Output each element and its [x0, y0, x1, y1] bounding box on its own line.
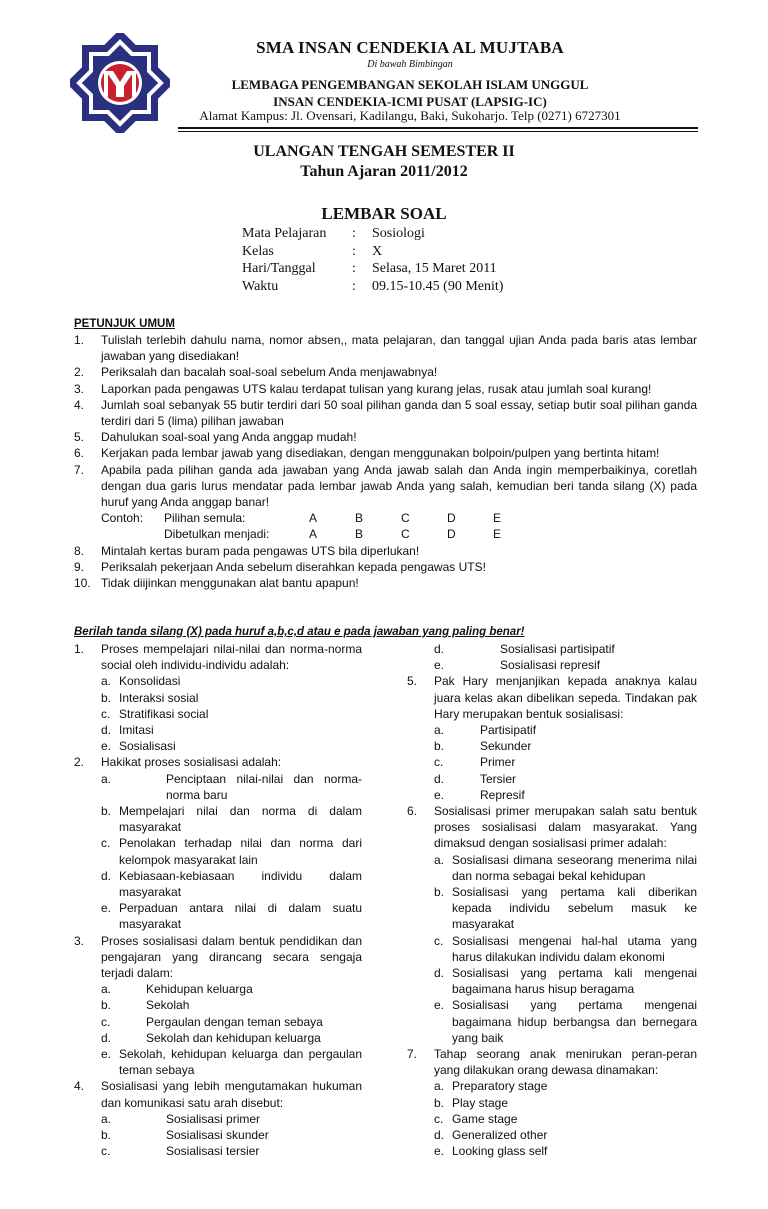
answer-option [407, 1078, 697, 1094]
answer-option [74, 1127, 362, 1143]
question-text: Hakikat proses sosialisasi adalah: [101, 755, 282, 770]
example-original-label: Pilihan semula: [164, 511, 246, 526]
option-text: Kebiasaan-kebiasaan individu dalam masyarakat [119, 868, 362, 900]
option-letter: e. [434, 1144, 445, 1159]
school-name: SMA INSAN CENDEKIA AL MUJTABA [256, 38, 564, 57]
option-text: Tersier [480, 771, 517, 786]
question-number: 2. [74, 755, 85, 770]
item-text: Tidak diijinkan menggunakan alat bantu apapun! [101, 576, 359, 591]
example-letter: D [447, 527, 456, 542]
item-number: 8. [74, 543, 85, 558]
item-text: Jumlah soal sebanyak 55 butir terdiri dari 50 soal pilihan ganda dan 5 soal essay, setiap butir soal pilihan ganda terdiri dari 5 (lima) pilihan jawaban [101, 397, 697, 429]
option-text: Pergaulan dengan teman sebaya [146, 1014, 323, 1029]
example-corrected-label: Dibetulkan menjadi: [164, 527, 270, 542]
option-text: Stratifikasi social [119, 706, 209, 721]
item-text: Tulislah terlebih dahulu nama, nomor absen,, mata pelajaran, dan tanggal ujian Anda pada baris atas lembar jawaban yang disediakan! [101, 333, 697, 364]
option-text: Looking glass self [452, 1144, 548, 1159]
option-text: Sekolah dan kehidupan keluarga [146, 1030, 321, 1045]
option-text: Mempelajari nilai dan norma di dalam masyarakat [119, 804, 362, 835]
answer-option [407, 852, 697, 884]
info-row-subject [242, 226, 503, 244]
school-logo [70, 33, 170, 133]
option-letter: c. [101, 836, 111, 851]
option-letter: a. [101, 1111, 112, 1126]
answer-option [74, 803, 362, 835]
option-text: Sosialisasi tersier [166, 1144, 260, 1159]
exam-info [242, 226, 503, 296]
example-letter: D [447, 511, 456, 526]
option-letter: e. [434, 998, 445, 1013]
example-letter: C [401, 511, 410, 526]
answer-option [74, 706, 362, 722]
option-text: Sosialisasi dimana seseorang menerima nilai dan norma sebagai bekal kehidupan [452, 852, 697, 883]
item-text: Mintalah kertas buram pada pengawas UTS bila diperlukan! [101, 543, 420, 558]
option-text: Sekolah, kehidupan keluarga dan pergaulan teman sebaya [119, 1047, 362, 1078]
item-number: 1. [74, 333, 85, 347]
option-letter: b. [101, 1128, 112, 1143]
option-text: Sosialisasi represif [500, 658, 601, 673]
example-letter: A [309, 527, 318, 542]
question [407, 803, 697, 852]
list-item [74, 462, 697, 511]
answer-option [407, 1143, 697, 1159]
option-letter: d. [434, 966, 445, 981]
option-letter: c. [101, 1144, 111, 1159]
answer-option [74, 690, 362, 706]
answer-option [74, 722, 362, 738]
option-letter: b. [101, 998, 112, 1013]
info-row-time [242, 279, 503, 297]
info-separator: : [352, 226, 356, 241]
item-number: 2. [74, 365, 85, 380]
option-text: Sosialisasi yang pertama mengenai bagaimana hidup berbangsa dan bernegara yang baik [452, 998, 697, 1045]
option-letter: c. [434, 933, 444, 948]
answer-option [407, 738, 697, 754]
info-separator: : [352, 261, 356, 276]
option-text: Sosialisasi yang pertama kali mengenai bagaimana harus hisup beragama [452, 966, 697, 997]
item-text: Kerjakan pada lembar jawab yang disediakan, dengan menggunakan bolpoin/pulpen yang bertinta hitam! [101, 446, 660, 461]
answer-option [407, 1111, 697, 1127]
answer-option [74, 1046, 362, 1078]
item-number: 10. [74, 576, 91, 591]
option-letter: e. [101, 1047, 112, 1062]
question-number: 1. [74, 642, 85, 656]
option-text: Penolakan terhadap nilai dan norma dari kelompok masyarakat lain [119, 836, 362, 867]
option-text: Sekolah [146, 998, 190, 1013]
option-letter: d. [101, 1030, 112, 1045]
example-letter: B [355, 511, 364, 526]
info-value: X [372, 243, 383, 259]
option-letter: e. [101, 901, 112, 916]
info-separator: : [352, 243, 356, 259]
option-letter: a. [101, 674, 112, 689]
item-number: 6. [74, 446, 85, 461]
option-text: Penciptaan nilai-nilai dan norma-norma baru [166, 771, 362, 802]
example-row-original [74, 510, 697, 526]
option-letter: a. [434, 1079, 445, 1094]
multiple-choice-instruction: Berilah tanda silang (X) pada huruf a,b,c,d atau e pada jawaban yang paling benar! [74, 626, 525, 638]
info-label: Hari/Tanggal [242, 261, 316, 276]
exam-title: ULANGAN TENGAH SEMESTER II [253, 143, 515, 160]
answer-option [407, 933, 697, 965]
questions-column-right [407, 641, 697, 1160]
item-number: 7. [74, 462, 85, 477]
answer-option [407, 997, 697, 1046]
option-letter: d. [101, 723, 112, 738]
answer-option [407, 884, 697, 933]
question-number: 6. [407, 804, 418, 819]
item-number: 4. [74, 397, 85, 412]
answer-option [74, 835, 362, 867]
answer-option [74, 673, 362, 689]
option-letter: b. [434, 885, 445, 900]
option-letter: e. [434, 658, 445, 673]
example-letter: B [355, 527, 364, 542]
question-text: Pak Hary menjanjikan kepada anaknya kalau juara kelas akan dibelikan sepeda. Tindakan pak Hary merupakan bentuk sosialisasi: [434, 674, 697, 721]
answer-option [407, 1127, 697, 1143]
item-number: 3. [74, 381, 85, 396]
question-text: Sosialisasi yang lebih mengutamakan hukuman dan komunikasi satu arah disebut: [101, 1079, 362, 1110]
list-item [74, 381, 697, 397]
answer-option [407, 657, 697, 673]
list-item [74, 364, 697, 380]
option-text: Primer [480, 755, 516, 770]
option-text: Imitasi [119, 723, 154, 738]
option-text: Kehidupan keluarga [146, 982, 253, 997]
example-letter: E [493, 527, 502, 542]
question-text: Proses sosialisasi dalam bentuk pendidikan dan pengajaran yang dirancang secara sengaja terjadi dalam: [101, 933, 362, 981]
option-text: Sosialisasi mengenai hal-hal utama yang harus dilakukan individu dalam ekonomi [452, 933, 697, 964]
academic-year: Tahun Ajaran 2011/2012 [300, 163, 468, 180]
option-letter: a. [101, 982, 112, 997]
answer-option [407, 771, 697, 787]
campus-address: Alamat Kampus: Jl. Ovensari, Kadilangu, Baki, Sukoharjo. Telp (0271) 6727301 [199, 108, 621, 123]
answer-option [407, 754, 697, 770]
question-number: 5. [407, 674, 418, 689]
sheet-title: LEMBAR SOAL [321, 204, 447, 223]
info-row-class [242, 244, 503, 262]
question [74, 933, 362, 982]
question-text: Proses mempelajari nilai-nilai dan norma-norma social oleh individu-individu adalah: [101, 642, 362, 673]
answer-option [74, 981, 362, 997]
option-text: Sosialisasi partisipatif [500, 642, 615, 656]
option-letter: b. [434, 1095, 445, 1110]
option-letter: d. [434, 642, 445, 656]
answer-option [74, 1111, 362, 1127]
example-label: Contoh: [101, 511, 144, 526]
option-text: Sekunder [480, 739, 532, 754]
answer-option [74, 900, 362, 932]
answer-option [74, 1143, 362, 1159]
header-divider-thin [178, 131, 698, 132]
question-number: 3. [74, 933, 85, 948]
questions-column-left [74, 641, 362, 1160]
option-letter: a. [434, 723, 445, 738]
info-separator: : [352, 278, 356, 294]
answer-option [74, 868, 362, 900]
info-label: Waktu [242, 278, 279, 294]
answer-option [74, 1014, 362, 1030]
info-label: Mata Pelajaran [242, 226, 327, 241]
option-text: Interaksi sosial [119, 690, 199, 705]
question [74, 1078, 362, 1110]
question [407, 1046, 697, 1078]
answer-option [74, 1030, 362, 1046]
list-item [74, 429, 697, 445]
item-text: Periksalah pekerjaan Anda sebelum diserahkan kepada pengawas UTS! [101, 559, 486, 574]
option-text: Generalized other [452, 1128, 548, 1143]
answer-option [407, 1095, 697, 1111]
answer-option [407, 787, 697, 803]
header-divider [178, 127, 698, 129]
option-text: Sosialisasi skunder [166, 1128, 269, 1143]
example-letter: C [401, 527, 410, 542]
item-text: Laporkan pada pengawas UTS kalau terdapat tulisan yang kurang jelas, rusak atau jumlah soal kurang! [101, 381, 652, 396]
option-text: Play stage [452, 1095, 509, 1110]
example-row-corrected [74, 526, 697, 542]
option-letter: b. [101, 804, 112, 819]
institution-line-1: LEMBAGA PENGEMBANGAN SEKOLAH ISLAM UNGGUL [231, 77, 589, 92]
option-letter: c. [101, 1014, 111, 1029]
option-letter: c. [434, 1111, 444, 1126]
item-text: Apabila pada pilihan ganda ada jawaban yang Anda jawab salah dan Anda ingin memperbaikinya, coretlah dengan dua garis lurus mendatar pada lembar jawab Anda yang salah, kemudian beri tanda silang (X) pada huruf yang Anda anggap banar! [101, 462, 697, 510]
info-value: 09.15-10.45 (90 Menit) [372, 278, 504, 294]
question-number: 4. [74, 1079, 85, 1094]
question-text: Tahap seorang anak menirukan peran-peran yang dilakukan orang dewasa dinamakan: [434, 1047, 697, 1078]
option-letter: d. [434, 771, 445, 786]
question [74, 754, 362, 770]
question-number: 7. [407, 1047, 418, 1062]
info-value: Sosiologi [372, 226, 425, 241]
option-letter: b. [101, 690, 112, 705]
answer-option [407, 641, 697, 657]
info-label: Kelas [242, 243, 274, 259]
option-text: Preparatory stage [452, 1079, 548, 1094]
list-item [74, 397, 697, 429]
option-letter: d. [434, 1128, 445, 1143]
option-text: Game stage [452, 1111, 518, 1126]
general-instructions-list [74, 332, 697, 591]
item-text: Dahulukan soal-soal yang Anda anggap mudah! [101, 430, 357, 445]
item-number: 5. [74, 430, 85, 445]
example-letter: A [309, 511, 318, 526]
option-letter: a. [434, 852, 445, 867]
general-instructions-title: PETUNJUK UMUM [74, 318, 175, 330]
option-text: Sosialisasi primer [166, 1111, 261, 1126]
option-letter: c. [434, 755, 444, 770]
option-text: Perpaduan antara nilai di dalam suatu masyarakat [119, 901, 362, 932]
answer-option [74, 771, 362, 803]
answer-option [407, 965, 697, 997]
option-letter: d. [101, 868, 112, 883]
list-item [74, 543, 697, 559]
option-text: Konsolidasi [119, 674, 181, 689]
answer-option [74, 738, 362, 754]
list-item [74, 445, 697, 461]
list-item [74, 332, 697, 364]
option-letter: e. [101, 739, 112, 754]
question [407, 673, 697, 722]
option-text: Partisipatif [480, 723, 537, 738]
option-text: Sosialisasi [119, 739, 176, 754]
item-number: 9. [74, 559, 85, 574]
option-text: Sosialisasi yang pertama kali diberikan kepada individu sebelum masuk ke masyarakat [452, 885, 697, 932]
under-guidance-text: Di bawah Bimbingan [367, 59, 453, 70]
option-letter: a. [101, 771, 112, 786]
answer-option [74, 997, 362, 1013]
option-letter: b. [434, 739, 445, 754]
answer-option [407, 722, 697, 738]
question-text: Sosialisasi primer merupakan salah satu bentuk proses sosialisasi dalam masyarakat. Yang dimaksud dengan sosialisasi primer adalah: [434, 804, 697, 851]
list-item [74, 575, 697, 591]
info-value: Selasa, 15 Maret 2011 [372, 261, 497, 276]
option-letter: c. [101, 706, 111, 721]
item-text: Periksalah dan bacalah soal-soal sebelum Anda menjawabnya! [101, 365, 438, 380]
option-text: Represif [480, 787, 525, 802]
question [74, 641, 362, 673]
list-item [74, 559, 697, 575]
option-letter: e. [434, 787, 445, 802]
institution-line-2: INSAN CENDEKIA-ICMI PUSAT (LAPSIG-IC) [273, 94, 547, 109]
example-letter: E [493, 511, 502, 526]
info-row-date [242, 261, 503, 279]
